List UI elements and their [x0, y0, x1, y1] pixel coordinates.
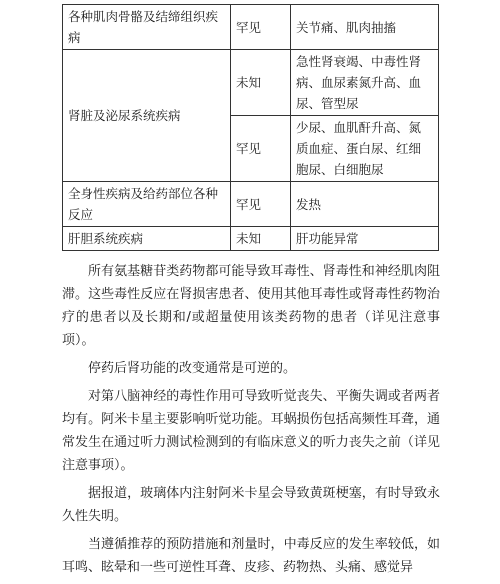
organ-system-cell: 肾脏及泌尿系统疾病: [63, 50, 231, 182]
paragraph-renal-reversible: 停药后肾功能的改变通常是可逆的。: [88, 361, 297, 376]
table-row: [63, 5, 439, 50]
table-row: [63, 182, 439, 227]
organ-system-cell: 肝胆系统疾病: [63, 227, 231, 251]
body-text: [62, 260, 440, 584]
reaction-cell: 肝功能异常: [291, 227, 439, 251]
organ-system-cell: 全身性疾病及给药部位各种反应: [63, 182, 231, 227]
paragraph-ototoxicity: 对第八脑神经的毒性作用可导致听觉丧失、平衡失调或者两者均有。阿米卡星主要影响听觉功能。耳蜗损伤包括高频性耳聋，通常发生在通过听力测试检测到的有临床意义的听力丧失之前（详见注意事项）。: [62, 389, 440, 473]
reaction-cell: 发热: [291, 182, 439, 227]
frequency-cell: 罕见: [231, 116, 291, 182]
frequency-cell: 未知: [231, 227, 291, 251]
paragraph-macular-infarction: 据报道，玻璃体内注射阿米卡星会导致黄斑梗塞，有时导致永久性失明。: [62, 486, 440, 524]
paragraph-toxicity-overview: 所有氨基糖苷类药物都可能导致耳毒性、肾毒性和神经肌肉阻滞。这些毒性反应在肾损害患者、使用其他耳毒性或肾毒性药物治疗的患者以及长期和/或超量使用该类药物的患者（详见注意事项）。: [62, 264, 440, 348]
frequency-cell: 罕见: [231, 5, 291, 50]
reaction-cell: 关节痛、肌肉抽搐: [291, 5, 439, 50]
table-row: [63, 227, 439, 251]
adverse-reaction-table: [62, 4, 439, 251]
reaction-cell: 急性肾衰竭、中毒性肾病、血尿素氮升高、血尿、管型尿: [291, 50, 439, 116]
frequency-cell: 罕见: [231, 182, 291, 227]
table-row: [63, 50, 439, 116]
reaction-cell: 少尿、血肌酐升高、氮质血症、蛋白尿、红细胞尿、白细胞尿: [291, 116, 439, 182]
organ-system-cell: 各种肌肉骨骼及结缔组织疾病: [63, 5, 231, 50]
frequency-cell: 未知: [231, 50, 291, 116]
paragraph-incidence: 当遵循推荐的预防措施和剂量时，中毒反应的发生率较低，如耳鸣、眩晕和一些可逆性耳聋、皮疹、药物热、头痛、感觉异: [62, 537, 440, 575]
